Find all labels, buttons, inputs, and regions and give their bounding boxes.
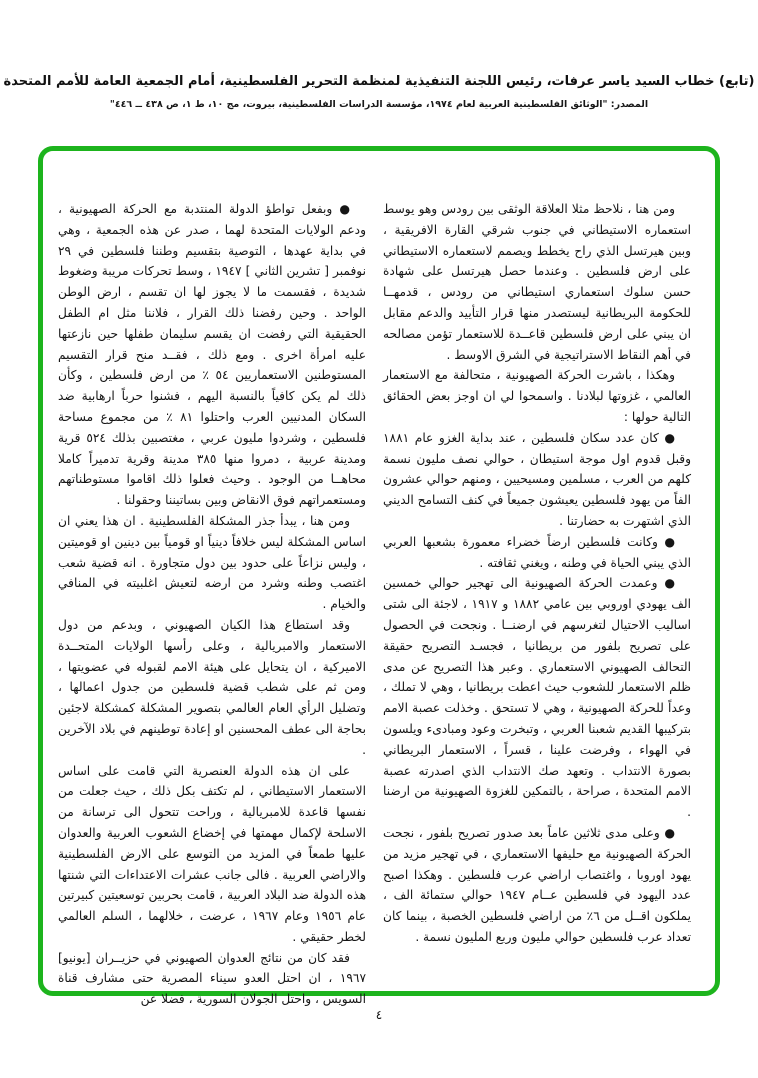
source-citation: المصدر: "الوثائق الفلسطينية العربية لعام ١٩٧٤، مؤسسة الدراسات الفلسطينية، بيروت، مج ١٠، ط ١، ص ٤٣٨ ــ ٤٤٦" — [109, 99, 649, 110]
paragraph: ومن هنا ، نلاحظ مثلا العلاقة الوثقى بين رودس وهو يوسط استعماره الاستيطاني في جنوب شرقي القارة الافريقية ، وبين هيرتسل الذي راح يخطط ويصمم لاستعماره الاستيطاني على ارض فلسطين . وعندما حصل هيرتسل على شهادة حسن سلوك استعماري استيطاني من رودس ، قدمهــا للحكومة البريطانية ليستصدر منها قرار التأييد والدعم مقابل ان يبني على ارض فلسطين قاعــدة للاستعمار تؤمن مصالحه في أهم النقاط الاستراتيجية في الشرق الاوسط . — [383, 202, 691, 362]
page-header — [0, 74, 758, 110]
page-number: ٤ — [375, 1008, 383, 1022]
document-title: (تابع) خطاب السيد ياسر عرفات، رئيس اللجنة التنفيذية لمنظمة التحرير الفلسطينية، أمام الجمعية العامة للأمم المتحدة — [3, 74, 755, 89]
green-border-frame — [38, 146, 720, 1007]
paragraph: ● وعلى مدى ثلاثين عاماً بعد صدور تصريح بلفور ، نجحت الحركة الصهيونية مع حليفها الاستعماري ، في تهجير مزيد من يهود اوروبا ، واغتصاب اراضي عرب فلسطين . وهكذا اصبح عدد اليهود في فلسطين عــام ١٩٤٧ حوالي ستمائة الف ، يملكون اقــل من ٦٪ من اراضي فلسطين الخصبة ، بينما كان تعداد عرب فلسطين حوالي مليون وربع المليون نسمة . — [383, 825, 691, 944]
text-column-left — [58, 199, 366, 1010]
paragraph: ● كان عدد سكان فلسطين ، عند بداية الغزو عام ١٨٨١ وقبل قدوم اول موجة استيطان ، حوالي نصف مليون نسمة كلهم من العرب ، مسلمين ومسيحيين ، ومنهم حوالي عشرون الفاً من يهود فلسطين يعيشون جميعاً في كنف التسامح الديني الذي اشتهرت به حضارتنا . — [383, 430, 691, 528]
paragraph: ومن هنا ، يبدأ جذر المشكلة الفلسطينية . ان هذا يعني ان اساس المشكلة ليس خلافاً دينياً او قومياً بين دينين او قوميتين ، وليس نزاعاً على حدود بين دول متجاورة . انه قضية شعب اغتصب وطنه وشرد من ارضه لتعيش اغلبيته في المنافي والخيام . — [58, 513, 366, 612]
two-column-text-block — [58, 199, 691, 1010]
paragraph: ● وعمدت الحركة الصهيونية الى تهجير حوالي خمسين الف يهودي اوروبي بين عامي ١٨٨٢ و ١٩١٧ ، لاجئة الى شتى اساليب الاحتيال لتغرسهم في ارضنــا . ونجحت في الحصول على تصريح بلفور من بريطانيا ، فجسـد التصريح حقيقة التحالف الصهيوني الاستعماري . وعبر هذا التصريح عن مدى ظلم الاستعمار للشعوب حيث اعطت بريطانيا ، وهي لا تملك ، وعداً للحركة الصهيونية ، وهي لا تستحق . وخذلت عصبة الامم بتركيبها القديم شعبنا العربي ، وتبخرت وعود ومبادىء ويلسون في الهواء ، وفرضت علينا ، قسراً ، الاستعمار البريطاني بصورة الانتداب . وتعهد صك الانتداب الذي اصدرته عصبة الامم المتحدة ، صراحة ، بالتمكين للغزوة الصهيونية من ارضنا . — [383, 576, 691, 820]
paragraph: على ان هذه الدولة العنصرية التي قامت على اساس الاستعمار الاستيطاني ، لم تكتف بكل ذلك ، حيث جعلت من نفسها قاعدة للامبريالية ، وراحت تتحول الى ترسانة من الاسلحة لإكمال مهمتها في إخضاع الشعوب العربية والعدوان عليها طمعاً في المزيد من التوسع على الارض الفلسطينية والاراضي العربية . فالى جانب عشرات الاعتداءات التي شنتها هذه الدولة ضد البلاد العربية ، قامت بحربين توسعيتين كبيرتين عام ١٩٥٦ وعام ١٩٦٧ ، عرضت ، خلالهما ، السلم العالمي لخطر حقيقي . — [58, 763, 367, 944]
text-column-right — [383, 199, 691, 948]
paragraph: فقد كان من نتائج العدوان الصهيوني في حزيــران [يونيو] ١٩٦٧ ، ان احتل العدو سيناء المصرية حتى مشارف قناة السويس ، واحتل الجولان السورية ، فضلا عن — [58, 950, 366, 1007]
paragraph: وهكذا ، باشرت الحركة الصهيونية ، متحالفة مع الاستعمار العالمي ، غزوتها لبلادنا . واسمحوا لي ان اوجز بعض الحقائق التالية حولها : — [383, 368, 691, 424]
paragraph: ● وبفعل تواطؤ الدولة المنتدبة مع الحركة الصهيونية ، ودعم الولايات المتحدة لهما ، صدر عن هذه الجمعية ، وهي في بداية عهدها ، التوصية بتقسيم وطننا فلسطين في ٢٩ نوفمبر [ تشرين الثاني ] ١٩٤٧ ، وسط تحركات مريبة وضغوط شديدة ، فقسمت ما لا يجوز لها ان تقسم ، ارض الوطن الواحد . وحين رفضنا ذلك القرار ، فلاننا مثل ام الطفل الحقيقية التي رفضت ان يقسم سليمان طفلها حين نازعتها عليه امرأة اخرى . ومع ذلك ، فقــد منح قرار التقسيم المستوطنين الاستعماريين ٥٤ ٪ من ارض فلسطين ، وكأن ذلك لم يكن كافياً بالنسبة اليهم ، فشنوا حرباً ارهابية ضد السكان المدنيين العرب واحتلوا ٨١ ٪ من مجموع مساحة فلسطين ، وشردوا مليون عربي ، مغتصبين بذلك ٥٢٤ قرية ومدينة عربية ، دمروا منها ٣٨٥ مدينة وقرية تدميراً كاملا محاهــا من الوجود . وحيث فعلوا ذلك اقاموا مستوطناتهم ومستعمراتهم فوق الانقاض وبين بساتيننا وحقولنا . — [58, 202, 367, 508]
paragraph: وقد استطاع هذا الكيان الصهيوني ، وبدعم من دول الاستعمار والامبريالية ، وعلى رأسها الولايات المتحــدة الاميركية ، ان يتحايل على هيئة الامم لقبوله في عضويتها ، ومن ثم على شطب قضية فلسطين من جدول اعمالها ، وتضليل الرأي العام العالمي بتصوير المشكلة كمشكلة لاجئين بحاجة الى عطف المحسنين او إعادة توطينهم في بلاد الآخرين . — [58, 617, 366, 757]
paragraph: ● وكانت فلسطين ارضاً خضراء معمورة بشعبها العربي الذي يبني الحياة في وطنه ، ويغني ثقافته . — [383, 534, 691, 570]
